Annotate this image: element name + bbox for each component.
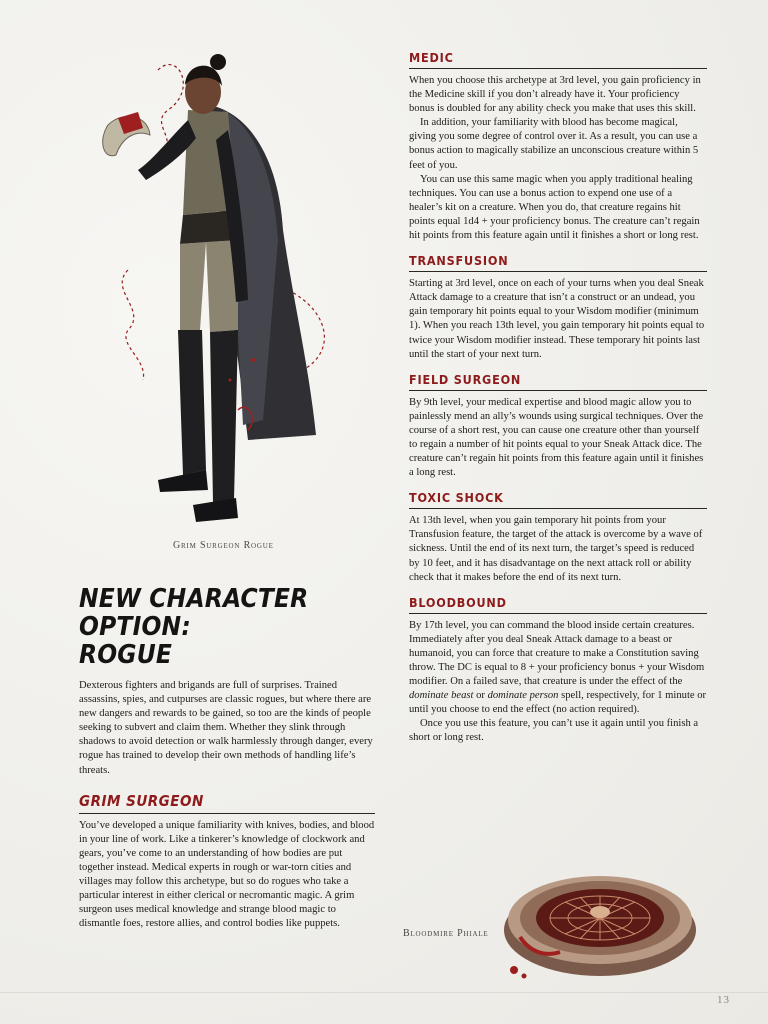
bloodbound-text-b: or [473,690,488,702]
grim-surgeon-heading: GRIM SURGEON [79,792,375,814]
field-surgeon-section [409,372,707,481]
bloodbound-paragraph-2: Once you use this feature, you can’t use it again until you finish a short or long rest. [409,718,699,744]
bloodbound-paragraph-1 [409,619,707,718]
medic-paragraph-3: You can use this same magic when you apply traditional healing techniques. You can use a bonus action to expend one use of a healer’s kit on a creature. When you do, that creature regains hit points equal 1d4 + your proficiency bonus. The creature can’t regain hit points from this feature again until it finishes a short or long rest. [409,173,700,242]
right-column [409,50,707,756]
medic-section [409,50,707,243]
grim-surgeon-illustration [88,30,348,530]
dominate-person-spell: dominate person [487,690,559,702]
field-surgeon-paragraph: By 9th level, your medical expertise and blood magic allow you to painlessly mend an ally’s wounds using surgical techniques. Over the course of a short rest, you can cause one creature other than yourself to regain a number of hit points equal to your Sneak Attack dice. The creature can’t regain hit points from this feature again until it finishes a long rest. [409,396,704,479]
medic-heading: MEDIC [409,50,707,69]
page-title [79,585,375,669]
intro-paragraph: Dexterous fighters and brigands are full of surprises. Trained assassins, spies, and cutpurses are classic rogues, but where there are new dangers and rewards to be gained, so too are the kinds of people seeking to subvert and claim them. Whether they slink through shadows to avoid detection or walk harmlessly through danger, every rogue has trained to develop their own methods of handling life’s threats. [79,680,373,776]
bloodbound-heading: BLOODBOUND [409,595,707,614]
transfusion-section [409,253,707,362]
bloodbound-text-c: spell, respectively, for 1 minute or until you choose to end the effect (no action required). [409,690,707,716]
page-title-line-1: NEW CHARACTER OPTION: [79,584,309,642]
toxic-shock-heading: TOXIC SHOCK [409,490,707,509]
bloodmire-phiale-illustration [500,852,705,982]
rogue-illustration-caption: Grim Surgeon Rogue [173,540,274,551]
bloodbound-text-a: By 17th level, you can command the blood inside certain creatures. Immediately after you deal Sneak Attack damage to a beast or humanoid, you can force that creature to make a Constitution saving throw. The DC is equal to 8 + your proficiency bonus + your Wisdom modifier. On a failed save, that creature is under the effect of the [409,619,705,688]
grim-surgeon-paragraph: You’ve developed a unique familiarity with knives, bodies, and blood in your line of work. Like a tinkerer’s knowledge of clockwork and gears, you’ve come to an understanding of how bodies are put together instead. Medical experts in rough or war-torn cities and villages may follow this archetype, but so do rogues who take a particular interest in either clerical or necromantic magic. A grim surgeon uses medical knowledge and strange blood magic to dismantle foes, restore allies, and control bodies like puppets. [79,819,375,930]
bloodbound-section [409,595,707,746]
page-title-line-2: ROGUE [79,640,173,670]
medic-paragraph-1: When you choose this archetype at 3rd level, you gain proficiency in the Medicine skill if you don’t already have it. Your proficiency bonus is doubled for any ability check you make that uses this skill. [409,75,701,115]
page-number: 13 [717,994,730,1006]
phial-illustration-caption: Bloodmire Phiale [403,928,489,939]
toxic-shock-section [409,490,707,584]
left-column [79,585,375,931]
medic-paragraph-2: In addition, your familiarity with blood has become magical, giving you some degree of control over it. As a result, you can use a bonus action to magically stabilize an unconscious creature within 5 feet of you. [409,117,699,171]
dominate-beast-spell: dominate beast [409,690,474,702]
transfusion-heading: TRANSFUSION [409,253,707,272]
toxic-shock-paragraph: At 13th level, when you gain temporary hit points from your Transfusion feature, the target of the attack is overcome by a wave of sickness. Until the end of its next turn, the target’s speed is reduced by 10 feet, and it has disadvantage on the next attack roll or ability check that it makes before the end of its next turn. [409,515,703,583]
transfusion-paragraph: Starting at 3rd level, once on each of your turns when you deal Sneak Attack damage to a creature that isn’t a construct or an undead, you gain temporary hit points equal to your Wisdom modifier (minimum 1). When you reach 13th level, you gain temporary hit points equal to twice your Wisdom modifier instead. These temporary hit points last until the start of your next turn. [409,278,705,360]
field-surgeon-heading: FIELD SURGEON [409,372,707,391]
footer-divider [0,992,768,993]
